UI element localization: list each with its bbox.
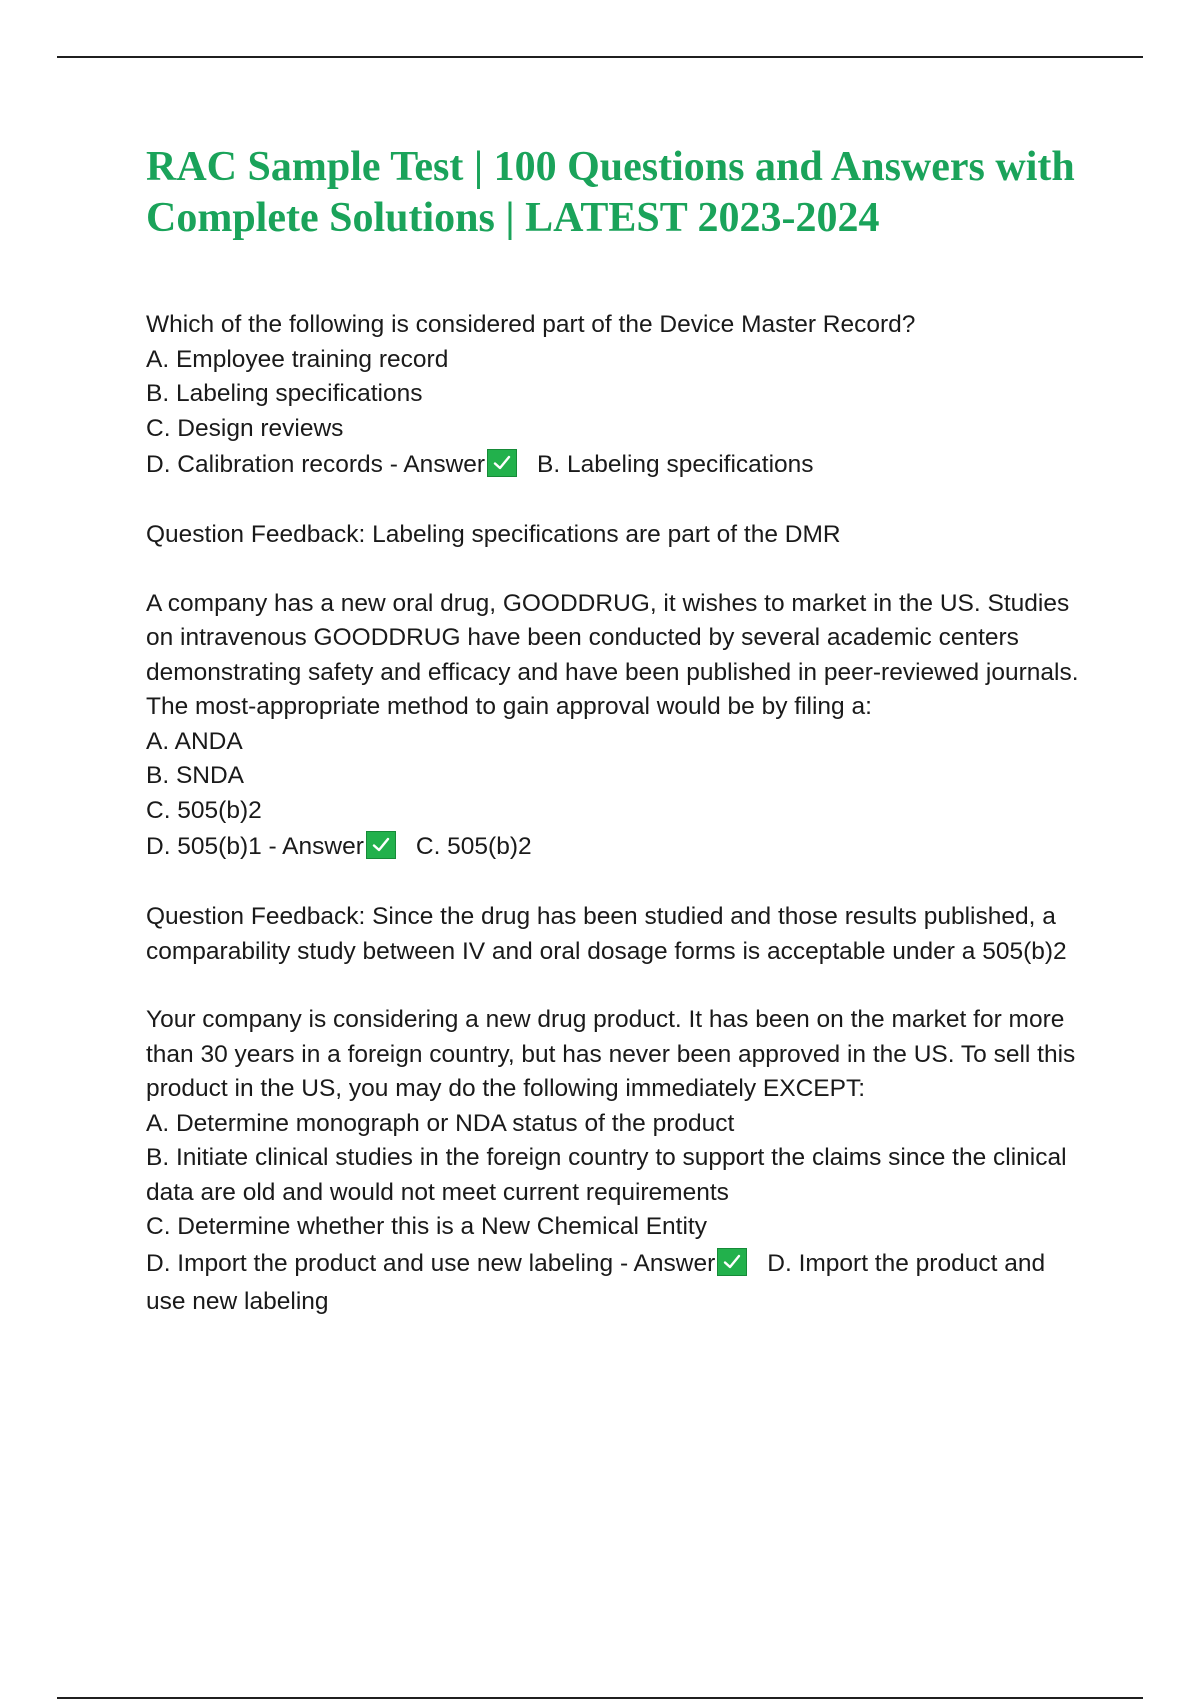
check-mark-icon bbox=[366, 831, 396, 859]
document-body bbox=[146, 142, 1086, 1355]
option-d-with-answer bbox=[146, 446, 1086, 484]
question-block-3 bbox=[146, 1003, 1086, 1321]
option-d: D. 505(b)1 - Answer bbox=[146, 833, 364, 860]
question-block-1 bbox=[146, 308, 1086, 484]
option-d: D. Import the product and use new labeling - Answer bbox=[146, 1249, 716, 1277]
option-b: B. Labeling specifications bbox=[146, 380, 423, 407]
bottom-divider bbox=[57, 1697, 1143, 1699]
check-mark-icon bbox=[717, 1248, 747, 1276]
top-divider bbox=[57, 56, 1143, 58]
question-text: Your company is considering a new drug product. It has been on the market for more than 30 years in a foreign country, but has never been approved in the US. To sell this product in the US, you may do the following immediately EXCEPT: bbox=[146, 1006, 1076, 1102]
option-d-with-answer bbox=[146, 828, 1086, 866]
option-c: C. 505(b)2 bbox=[146, 796, 262, 824]
option-b: B. Initiate clinical studies in the foreign country to support the claims since the clinical data are old and would not meet current requirements bbox=[146, 1144, 1067, 1206]
check-mark-icon bbox=[487, 449, 517, 477]
option-a: A. Determine monograph or NDA status of the product bbox=[146, 1109, 735, 1137]
question-block-2 bbox=[146, 587, 1086, 867]
option-c: C. Determine whether this is a New Chemical Entity bbox=[146, 1213, 707, 1240]
correct-answer: B. Labeling specifications bbox=[537, 451, 814, 478]
option-a: A. ANDA bbox=[146, 727, 243, 755]
question-text: A company has a new oral drug, GOODDRUG, it wishes to market in the US. Studies on intravenous GOODDRUG have been conducted by several academic centers demonstrating safety and efficacy and have been published in peer-reviewed journals. The most-appropriate method to gain approval would be by filing a: bbox=[146, 589, 1079, 720]
correct-answer: C. 505(b)2 bbox=[415, 833, 532, 860]
question-feedback-1: Question Feedback: Labeling specifications are part of the DMR bbox=[146, 521, 841, 548]
correct-answer: D. Import the product and use new labeling bbox=[146, 1249, 1046, 1315]
option-d-with-answer bbox=[146, 1245, 1086, 1321]
option-b: B. SNDA bbox=[146, 762, 245, 789]
question-feedback-2: Question Feedback: Since the drug has been studied and those results published, a comparability study between IV and oral dosage forms is acceptable under a 505(b)2 bbox=[146, 903, 1067, 965]
document-title: RAC Sample Test | 100 Questions and Answers with Complete Solutions | LATEST 2023-2024 bbox=[146, 144, 1075, 241]
option-d: D. Calibration records - Answer bbox=[146, 451, 486, 478]
option-c: C. Design reviews bbox=[146, 414, 344, 442]
option-a: A. Employee training record bbox=[146, 345, 449, 373]
question-text: Which of the following is considered part of the Device Master Record? bbox=[146, 311, 916, 338]
